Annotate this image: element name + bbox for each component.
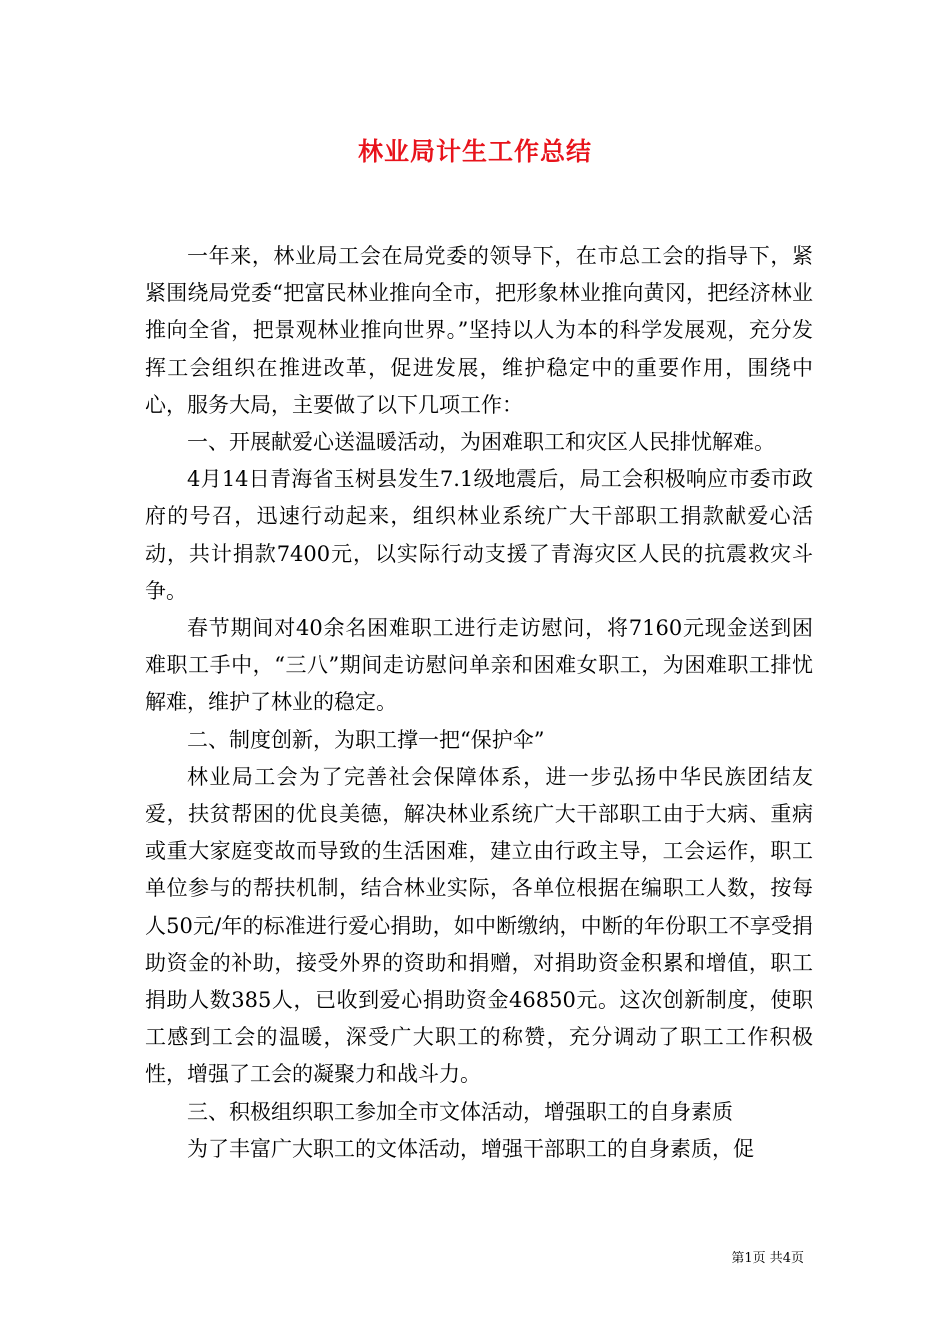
document-title: 林业局计生工作总结 xyxy=(357,137,592,166)
section-heading-2: 二、制度创新，为职工撑一把“保护伞” xyxy=(187,727,545,752)
paragraph-spring-festival-visit: 春节期间对40余名困难职工进行走访慰问，将7160元现金送到困难职工手中，“三八”期间走访慰问单亲和困难女职工，为困难职工排忧解难，维护了林业的稳定。 xyxy=(145,616,813,715)
paragraph-system-innovation: 林业局工会为了完善社会保障体系，进一步弘扬中华民族团结友爱，扶贫帮困的优良美德，解决林业系统广大干部职工由于大病、重病或重大家庭变故而导致的生活困难，建立由行政主导，工会运作，职工单位参与的帮扶机制，结合林业实际，各单位根据在编职工人数，按每人50元/年的标准进行爱心捐助，如中断缴纳，中断的年份职工不享受捐助资金的补助，接受外界的资助和捐赠，对捐助资金积累和增值，职工捐助人数385人，已收到爱心捐助资金46850元。这次创新制度，使职工感到工会的温暖，深受广大职工的称赞，充分调动了职工工作积极性，增强了工会的凝聚力和战斗力。 xyxy=(145,764,813,1087)
section-heading-1: 一、开展献爱心送温暖活动，为困难职工和灾区人民排忧解难。 xyxy=(187,430,775,455)
section-heading-3: 三、积极组织职工参加全市文体活动，增强职工的自身素质 xyxy=(187,1099,733,1124)
document-body xyxy=(145,238,813,1168)
page-number-footer: 第1页 共4页 xyxy=(731,1251,804,1266)
paragraph-intro: 一年来，林业局工会在局党委的领导下，在市总工会的指导下，紧紧围绕局党委“把富民林业推向全市，把形象林业推向黄冈，把经济林业推向全省，把景观林业推向世界。”坚持以人为本的科学发展观，充分发挥工会组织在推进改革，促进发展，维护稳定中的重要作用，围绕中心，服务大局，主要做了以下几项工作： xyxy=(145,244,813,417)
paragraph-culture-sports: 为了丰富广大职工的文体活动，增强干部职工的自身素质，促 xyxy=(187,1136,754,1161)
paragraph-earthquake-donation: 4月14日青海省玉树县发生7.1级地震后，局工会积极响应市委市政府的号召，迅速行动起来，组织林业系统广大干部职工捐款献爱心活动，共计捐款7400元，以实际行动支援了青海灾区人民的抗震救灾斗争。 xyxy=(145,467,813,603)
